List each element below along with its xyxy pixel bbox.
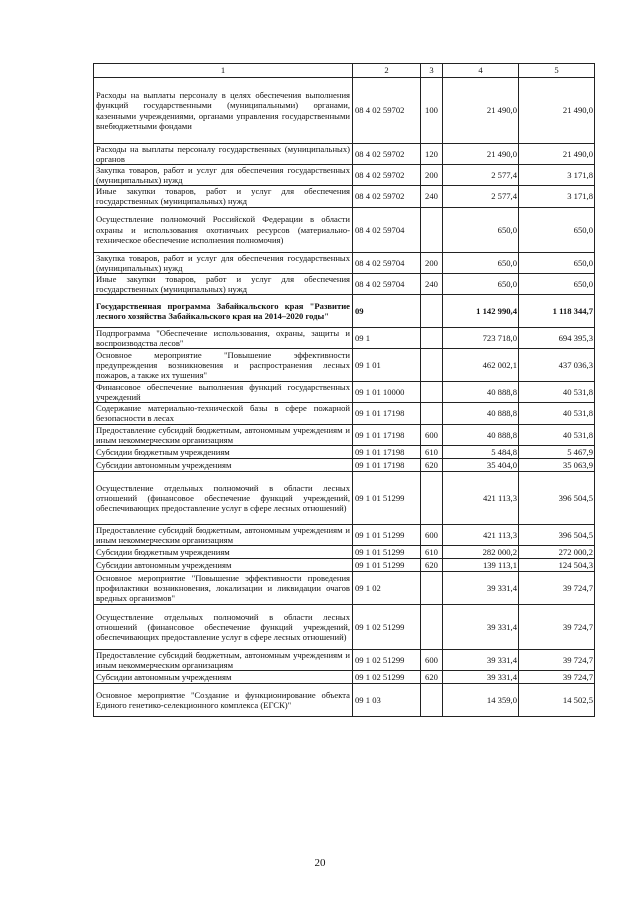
amount-2020-cell: 650,0: [519, 252, 595, 273]
expense-type-cell: [421, 403, 443, 424]
target-code-cell: 09 1 01 10000: [353, 382, 421, 403]
table-row: [94, 186, 595, 207]
amount-2019-cell: 650,0: [443, 252, 519, 273]
target-code-cell: 08 4 02 59702: [353, 165, 421, 186]
table-header-row: [94, 64, 595, 78]
target-code-cell: 08 4 02 59702: [353, 78, 421, 144]
target-code-cell: 09: [353, 294, 421, 327]
expense-name-cell: Субсидии автономным учреждениям: [94, 458, 353, 471]
expense-type-cell: [421, 207, 443, 252]
expense-type-cell: 610: [421, 445, 443, 458]
target-code-cell: 09 1 01 17198: [353, 458, 421, 471]
amount-2019-cell: 35 404,0: [443, 458, 519, 471]
target-code-cell: 09 1 02 51299: [353, 671, 421, 684]
amount-2019-cell: 1 142 990,4: [443, 294, 519, 327]
table-row: [94, 445, 595, 458]
amount-2019-cell: 139 113,1: [443, 558, 519, 571]
expense-name-cell: Предоставление субсидий бюджетным, автономным учреждениям и иным некоммерческим организациям: [94, 524, 353, 545]
expense-type-cell: [421, 471, 443, 524]
target-code-cell: 08 4 02 59702: [353, 144, 421, 165]
table-row: [94, 207, 595, 252]
amount-2019-cell: 40 888,8: [443, 424, 519, 445]
target-code-cell: 09 1 02 51299: [353, 649, 421, 670]
table-body: [94, 78, 595, 717]
amount-2020-cell: 396 504,5: [519, 524, 595, 545]
expense-type-cell: 100: [421, 78, 443, 144]
expense-name-cell: Иные закупки товаров, работ и услуг для обеспечения государственных (муниципальных) нужд: [94, 273, 353, 294]
expense-name-cell: Расходы на выплаты персоналу в целях обеспечения выполнения функций государственными (муниципальными) органами, казенными учреждениями, органами управления государственными внебюджетными фондами: [94, 78, 353, 144]
amount-2019-cell: 462 002,1: [443, 349, 519, 382]
table-row: [94, 165, 595, 186]
amount-2020-cell: 1 118 344,7: [519, 294, 595, 327]
amount-2019-cell: 39 331,4: [443, 649, 519, 670]
expense-type-cell: 600: [421, 649, 443, 670]
expense-type-cell: [421, 604, 443, 649]
expense-name-cell: Субсидии бюджетным учреждениям: [94, 545, 353, 558]
amount-2019-cell: 40 888,8: [443, 382, 519, 403]
amount-2020-cell: 39 724,7: [519, 571, 595, 604]
expense-name-cell: Закупка товаров, работ и услуг для обеспечения государственных (муниципальных) нужд: [94, 252, 353, 273]
target-code-cell: 08 4 02 59704: [353, 207, 421, 252]
expense-type-cell: 620: [421, 671, 443, 684]
amount-2019-cell: 5 484,8: [443, 445, 519, 458]
amount-2020-cell: 650,0: [519, 273, 595, 294]
expense-type-cell: 200: [421, 252, 443, 273]
amount-2019-cell: 282 000,2: [443, 545, 519, 558]
expense-name-cell: Расходы на выплаты персоналу государственных (муниципальных) органов: [94, 144, 353, 165]
amount-2019-cell: 2 577,4: [443, 186, 519, 207]
expense-type-cell: 620: [421, 458, 443, 471]
expense-type-cell: 240: [421, 273, 443, 294]
amount-2019-cell: 421 113,3: [443, 524, 519, 545]
expense-type-cell: [421, 571, 443, 604]
target-code-cell: 09 1 01 51299: [353, 558, 421, 571]
expense-type-cell: 620: [421, 558, 443, 571]
table-row: [94, 78, 595, 144]
expense-name-cell: Финансовое обеспечение выполнения функций государственных учреждений: [94, 382, 353, 403]
target-code-cell: 09 1 01: [353, 349, 421, 382]
expense-name-cell: Закупка товаров, работ и услуг для обеспечения государственных (муниципальных) нужд: [94, 165, 353, 186]
column-header: 4: [443, 64, 519, 78]
table-row: [94, 349, 595, 382]
amount-2020-cell: 40 531,8: [519, 403, 595, 424]
amount-2019-cell: 39 331,4: [443, 571, 519, 604]
amount-2019-cell: 21 490,0: [443, 78, 519, 144]
expense-type-cell: 600: [421, 524, 443, 545]
expense-type-cell: 610: [421, 545, 443, 558]
expense-type-cell: 600: [421, 424, 443, 445]
target-code-cell: 09 1 01 51299: [353, 524, 421, 545]
amount-2020-cell: 396 504,5: [519, 471, 595, 524]
table-row: [94, 403, 595, 424]
column-header: 5: [519, 64, 595, 78]
expense-type-cell: 120: [421, 144, 443, 165]
table-row: [94, 327, 595, 348]
amount-2020-cell: 124 504,3: [519, 558, 595, 571]
target-code-cell: 09 1 03: [353, 684, 421, 717]
amount-2020-cell: 437 036,3: [519, 349, 595, 382]
expense-name-cell: Субсидии бюджетным учреждениям: [94, 445, 353, 458]
expense-type-cell: 240: [421, 186, 443, 207]
amount-2019-cell: 421 113,3: [443, 471, 519, 524]
page-number: 20: [314, 857, 326, 869]
amount-2019-cell: 2 577,4: [443, 165, 519, 186]
table-row: [94, 144, 595, 165]
amount-2020-cell: 3 171,8: [519, 165, 595, 186]
target-code-cell: 09 1 01 51299: [353, 545, 421, 558]
table-row: [94, 649, 595, 670]
expense-type-cell: 200: [421, 165, 443, 186]
expense-name-cell: Осуществление отдельных полномочий в области лесных отношений (финансовое обеспечение функций учреждений, обеспечивающих предоставление услуг в сфере лесных отношений): [94, 471, 353, 524]
target-code-cell: 08 4 02 59704: [353, 252, 421, 273]
budget-table: [93, 63, 595, 717]
table-row: [94, 524, 595, 545]
amount-2019-cell: 723 718,0: [443, 327, 519, 348]
target-code-cell: 08 4 02 59702: [353, 186, 421, 207]
amount-2020-cell: 14 502,5: [519, 684, 595, 717]
expense-type-cell: [421, 349, 443, 382]
table-row: [94, 273, 595, 294]
target-code-cell: 08 4 02 59704: [353, 273, 421, 294]
table-row: [94, 382, 595, 403]
target-code-cell: 09 1 01 51299: [353, 471, 421, 524]
expense-name-cell: Содержание материально-технической базы в сфере пожарной безопасности в лесах: [94, 403, 353, 424]
target-code-cell: 09 1 01 17198: [353, 424, 421, 445]
table-row: [94, 558, 595, 571]
expense-name-cell: Основное мероприятие "Повышение эффективности проведения профилактики возникновения, локализации и ликвидации очагов вредных организмов": [94, 571, 353, 604]
expense-name-cell: Иные закупки товаров, работ и услуг для обеспечения государственных (муниципальных) нужд: [94, 186, 353, 207]
column-header: 3: [421, 64, 443, 78]
amount-2019-cell: 650,0: [443, 207, 519, 252]
amount-2020-cell: 5 467,9: [519, 445, 595, 458]
table-row: [94, 545, 595, 558]
expense-name-cell: Осуществление отдельных полномочий в области лесных отношений (финансовое обеспечение функций учреждений, обеспечивающих предоставление услуг в сфере лесных отношений): [94, 604, 353, 649]
table-row: [94, 571, 595, 604]
expense-type-cell: [421, 684, 443, 717]
amount-2020-cell: 39 724,7: [519, 649, 595, 670]
amount-2019-cell: 40 888,8: [443, 403, 519, 424]
amount-2020-cell: 272 000,2: [519, 545, 595, 558]
expense-type-cell: [421, 294, 443, 327]
column-header: 2: [353, 64, 421, 78]
expense-name-cell: Субсидии автономным учреждениям: [94, 671, 353, 684]
table-row: [94, 458, 595, 471]
column-header: 1: [94, 64, 353, 78]
amount-2020-cell: 40 531,8: [519, 424, 595, 445]
amount-2019-cell: 21 490,0: [443, 144, 519, 165]
table-row: [94, 671, 595, 684]
amount-2020-cell: 39 724,7: [519, 671, 595, 684]
budget-table-container: [93, 63, 594, 717]
amount-2020-cell: 39 724,7: [519, 604, 595, 649]
amount-2019-cell: 39 331,4: [443, 671, 519, 684]
amount-2019-cell: 650,0: [443, 273, 519, 294]
amount-2020-cell: 3 171,8: [519, 186, 595, 207]
expense-name-cell: Основное мероприятие "Повышение эффективности предупреждения возникновения и распространения лесных пожаров, а также их тушения": [94, 349, 353, 382]
table-row: [94, 684, 595, 717]
expense-name-cell: Государственная программа Забайкальского края "Развитие лесного хозяйства Забайкальского края на 2014–2020 годы": [94, 294, 353, 327]
expense-name-cell: Предоставление субсидий бюджетным, автономным учреждениям и иным некоммерческим организациям: [94, 424, 353, 445]
amount-2020-cell: 21 490,0: [519, 144, 595, 165]
table-row: [94, 252, 595, 273]
amount-2019-cell: 39 331,4: [443, 604, 519, 649]
target-code-cell: 09 1 01 17198: [353, 445, 421, 458]
table-row: [94, 471, 595, 524]
amount-2019-cell: 14 359,0: [443, 684, 519, 717]
amount-2020-cell: 694 395,3: [519, 327, 595, 348]
expense-type-cell: [421, 327, 443, 348]
expense-type-cell: [421, 382, 443, 403]
expense-name-cell: Субсидии автономным учреждениям: [94, 558, 353, 571]
amount-2020-cell: 650,0: [519, 207, 595, 252]
table-row: [94, 294, 595, 327]
target-code-cell: 09 1: [353, 327, 421, 348]
expense-name-cell: Предоставление субсидий бюджетным, автономным учреждениям и иным некоммерческим организациям: [94, 649, 353, 670]
target-code-cell: 09 1 02 51299: [353, 604, 421, 649]
table-row: [94, 604, 595, 649]
amount-2020-cell: 40 531,8: [519, 382, 595, 403]
expense-name-cell: Подпрограмма "Обеспечение использования, охраны, защиты и воспроизводства лесов": [94, 327, 353, 348]
amount-2020-cell: 35 063,9: [519, 458, 595, 471]
table-row: [94, 424, 595, 445]
expense-name-cell: Основное мероприятие "Создание и функционирование объекта Единого генетико-селекционного комплекса (ЕГСК)": [94, 684, 353, 717]
expense-name-cell: Осуществление полномочий Российской Федерации в области охраны и использования охотничьих ресурсов (материально-техническое обеспечение исполнения полномочия): [94, 207, 353, 252]
amount-2020-cell: 21 490,0: [519, 78, 595, 144]
target-code-cell: 09 1 01 17198: [353, 403, 421, 424]
target-code-cell: 09 1 02: [353, 571, 421, 604]
